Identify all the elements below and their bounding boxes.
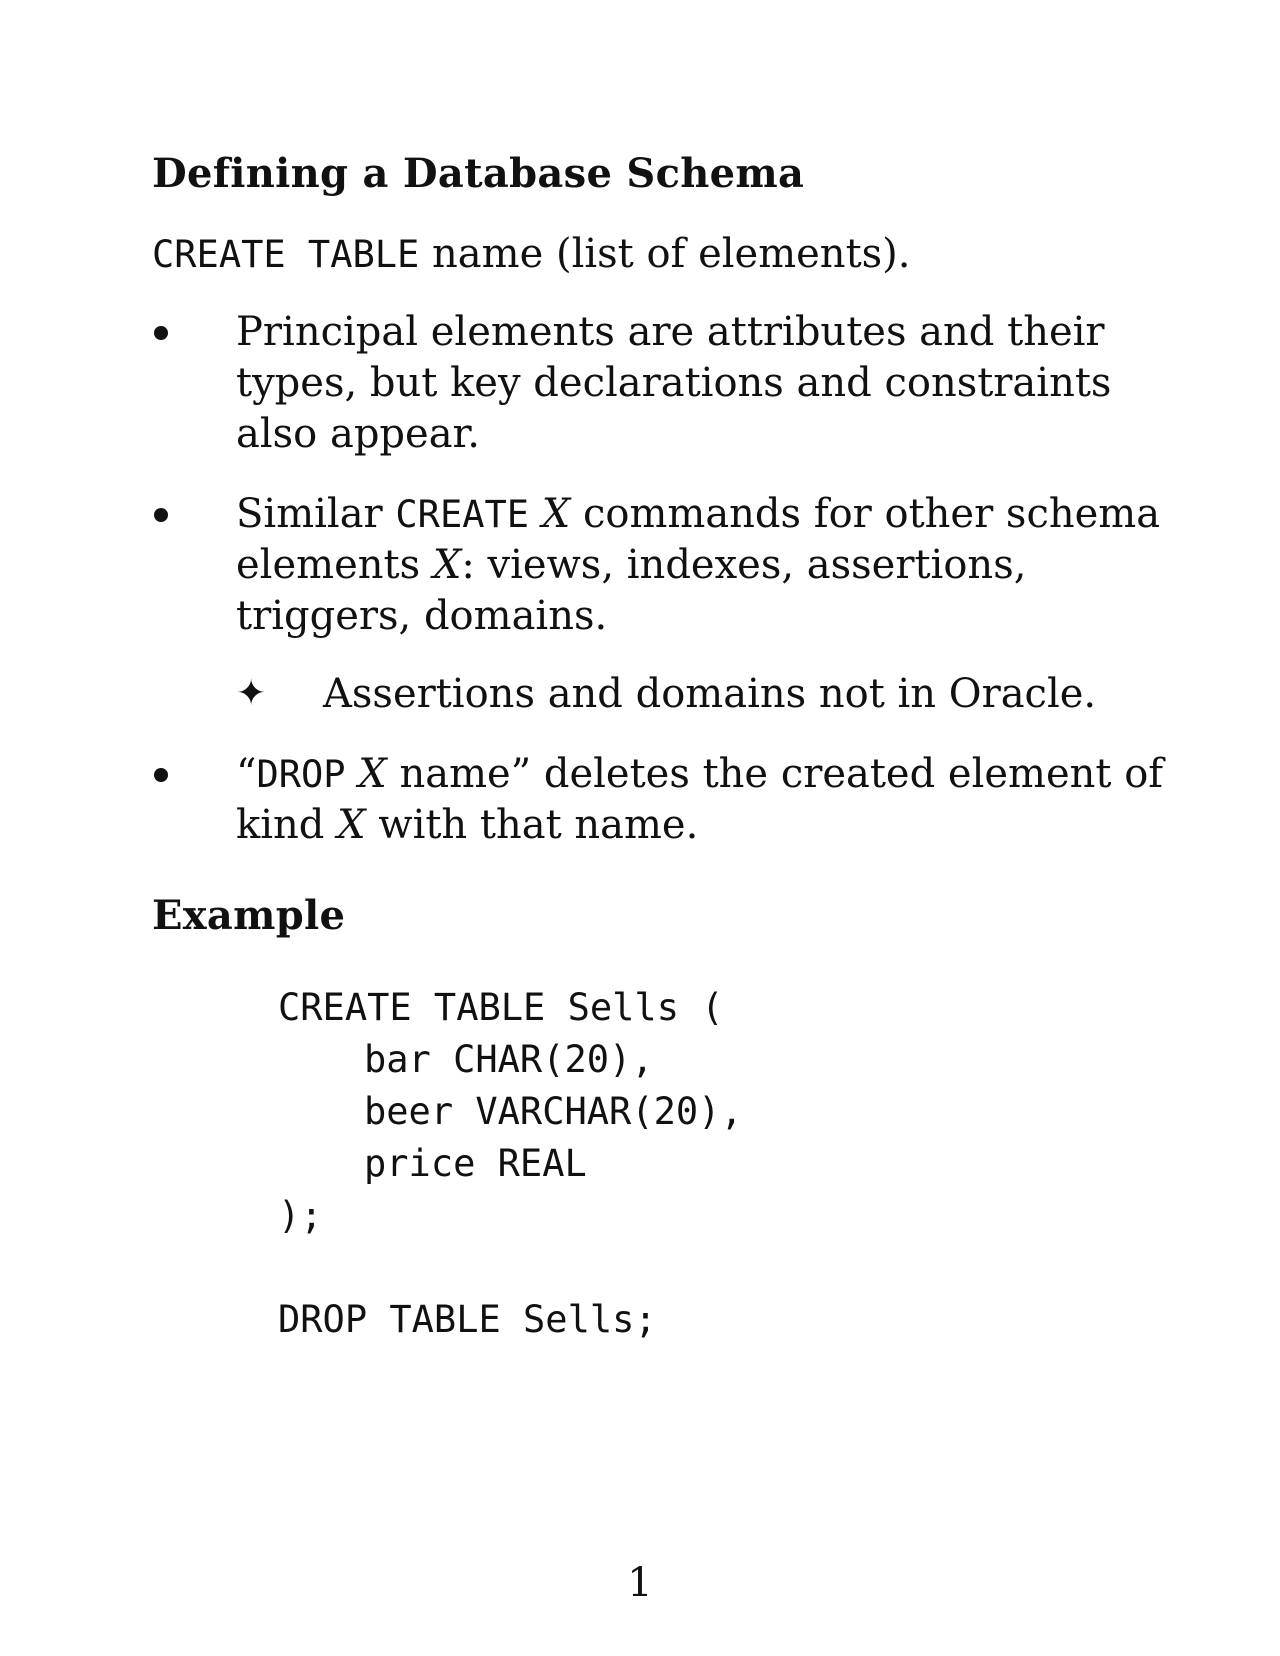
bullet2-text: : views, indexes, assertions, [461, 542, 1027, 588]
bullet3-keyword: DROP [256, 753, 346, 796]
bullet2-text: Similar [236, 491, 396, 537]
example-heading: Example [152, 892, 346, 939]
bullet3-line1 [236, 748, 1163, 801]
bullet2-text: elements [236, 542, 433, 588]
bullet2-var: X [541, 491, 571, 537]
bullet-marker [150, 764, 172, 786]
intro-text: name (list of elements). [432, 231, 911, 277]
star-bullet-icon: ✦ [236, 673, 267, 714]
code-line: CREATE TABLE Sells ( [278, 986, 724, 1029]
bullet3-text: name” deletes the created element of [399, 751, 1164, 797]
bullet1-line2: types, but key declarations and constraints [236, 360, 1112, 406]
code-line: price REAL [364, 1142, 587, 1185]
code-line: bar CHAR(20), [364, 1038, 654, 1081]
bullet3-var: X [358, 751, 387, 797]
bullet2-line2 [236, 539, 1026, 591]
bullet1-line1: Principal elements are attributes and their [236, 309, 1105, 355]
code-line: ); [278, 1194, 323, 1237]
bullet3-line2 [236, 799, 698, 851]
bullet3-quote: “ [236, 751, 257, 797]
bullet2-line1 [236, 488, 1160, 541]
bullet-marker [150, 322, 172, 344]
bullet2-line3: triggers, domains. [236, 593, 608, 639]
bullet-marker [150, 504, 172, 526]
bullet2-var: X [432, 542, 462, 588]
bullet2-text: commands for other schema [570, 491, 1161, 537]
bullet3-var: X [337, 802, 366, 848]
intro-line [152, 228, 911, 281]
bullet1-line3: also appear. [236, 411, 480, 457]
page-number: 1 [627, 1560, 653, 1606]
page-title: Defining a Database Schema [152, 150, 805, 197]
subbullet-line: Assertions and domains not in Oracle. [323, 671, 1097, 717]
bullet3-text: with that name. [365, 802, 699, 848]
code-line: DROP TABLE Sells; [278, 1298, 657, 1341]
bullet3-text: kind [236, 802, 338, 848]
code-line: beer VARCHAR(20), [364, 1090, 743, 1133]
intro-keyword: CREATE TABLE [152, 233, 420, 276]
bullet2-keyword: CREATE [395, 493, 530, 536]
